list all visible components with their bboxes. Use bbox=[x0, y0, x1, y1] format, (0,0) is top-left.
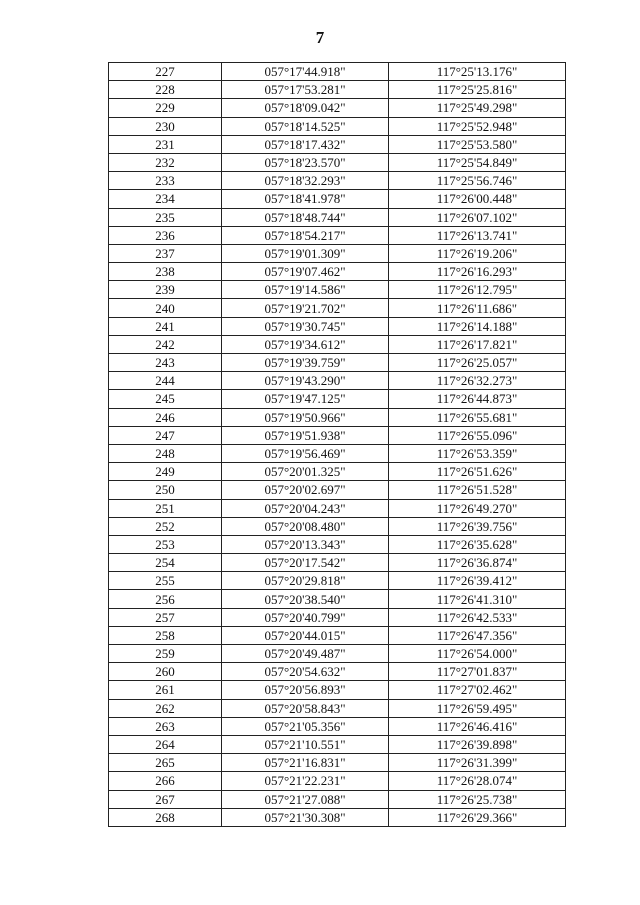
table-row bbox=[109, 299, 566, 317]
latitude-cell: 057°19'51.938" bbox=[222, 426, 389, 444]
latitude-cell: 057°20'17.542" bbox=[222, 554, 389, 572]
longitude-cell: 117°26'17.821" bbox=[389, 335, 566, 353]
table-row bbox=[109, 172, 566, 190]
point-number-cell: 234 bbox=[109, 190, 222, 208]
longitude-cell: 117°26'28.074" bbox=[389, 772, 566, 790]
latitude-cell: 057°20'56.893" bbox=[222, 681, 389, 699]
longitude-cell: 117°26'35.628" bbox=[389, 535, 566, 553]
longitude-cell: 117°26'41.310" bbox=[389, 590, 566, 608]
point-number-cell: 247 bbox=[109, 426, 222, 444]
point-number-cell: 256 bbox=[109, 590, 222, 608]
latitude-cell: 057°20'04.243" bbox=[222, 499, 389, 517]
latitude-cell: 057°20'01.325" bbox=[222, 463, 389, 481]
point-number-cell: 227 bbox=[109, 63, 222, 81]
latitude-cell: 057°19'21.702" bbox=[222, 299, 389, 317]
longitude-cell: 117°26'25.738" bbox=[389, 790, 566, 808]
table-row bbox=[109, 63, 566, 81]
latitude-cell: 057°20'58.843" bbox=[222, 699, 389, 717]
longitude-cell: 117°25'54.849" bbox=[389, 153, 566, 171]
longitude-cell: 117°26'55.096" bbox=[389, 426, 566, 444]
table-row bbox=[109, 99, 566, 117]
longitude-cell: 117°26'07.102" bbox=[389, 208, 566, 226]
longitude-cell: 117°26'55.681" bbox=[389, 408, 566, 426]
latitude-cell: 057°18'17.432" bbox=[222, 135, 389, 153]
latitude-cell: 057°19'34.612" bbox=[222, 335, 389, 353]
table-row bbox=[109, 754, 566, 772]
latitude-cell: 057°19'07.462" bbox=[222, 263, 389, 281]
point-number-cell: 253 bbox=[109, 535, 222, 553]
point-number-cell: 263 bbox=[109, 717, 222, 735]
table-row bbox=[109, 335, 566, 353]
longitude-cell: 117°26'53.359" bbox=[389, 444, 566, 462]
longitude-cell: 117°26'14.188" bbox=[389, 317, 566, 335]
latitude-cell: 057°17'44.918" bbox=[222, 63, 389, 81]
longitude-cell: 117°25'13.176" bbox=[389, 63, 566, 81]
longitude-cell: 117°26'47.356" bbox=[389, 626, 566, 644]
table-row bbox=[109, 572, 566, 590]
point-number-cell: 228 bbox=[109, 81, 222, 99]
latitude-cell: 057°18'32.293" bbox=[222, 172, 389, 190]
point-number-cell: 244 bbox=[109, 372, 222, 390]
point-number-cell: 250 bbox=[109, 481, 222, 499]
latitude-cell: 057°18'09.042" bbox=[222, 99, 389, 117]
table-row bbox=[109, 426, 566, 444]
table-row bbox=[109, 681, 566, 699]
latitude-cell: 057°19'56.469" bbox=[222, 444, 389, 462]
longitude-cell: 117°26'51.528" bbox=[389, 481, 566, 499]
latitude-cell: 057°20'02.697" bbox=[222, 481, 389, 499]
point-number-cell: 266 bbox=[109, 772, 222, 790]
table-row bbox=[109, 317, 566, 335]
table-row bbox=[109, 226, 566, 244]
latitude-cell: 057°21'22.231" bbox=[222, 772, 389, 790]
longitude-cell: 117°25'52.948" bbox=[389, 117, 566, 135]
latitude-cell: 057°21'10.551" bbox=[222, 735, 389, 753]
table-row bbox=[109, 735, 566, 753]
longitude-cell: 117°26'39.898" bbox=[389, 735, 566, 753]
table-row bbox=[109, 590, 566, 608]
table-row bbox=[109, 408, 566, 426]
longitude-cell: 117°26'31.399" bbox=[389, 754, 566, 772]
longitude-cell: 117°26'00.448" bbox=[389, 190, 566, 208]
table-row bbox=[109, 354, 566, 372]
table-row bbox=[109, 81, 566, 99]
table-row bbox=[109, 699, 566, 717]
point-number-cell: 252 bbox=[109, 517, 222, 535]
longitude-cell: 117°26'36.874" bbox=[389, 554, 566, 572]
latitude-cell: 057°19'50.966" bbox=[222, 408, 389, 426]
latitude-cell: 057°19'47.125" bbox=[222, 390, 389, 408]
coordinates-table bbox=[108, 62, 566, 827]
longitude-cell: 117°26'11.686" bbox=[389, 299, 566, 317]
coordinates-table-body bbox=[109, 63, 566, 827]
point-number-cell: 258 bbox=[109, 626, 222, 644]
latitude-cell: 057°19'39.759" bbox=[222, 354, 389, 372]
longitude-cell: 117°25'49.298" bbox=[389, 99, 566, 117]
latitude-cell: 057°20'49.487" bbox=[222, 645, 389, 663]
table-row bbox=[109, 808, 566, 826]
longitude-cell: 117°25'56.746" bbox=[389, 172, 566, 190]
point-number-cell: 241 bbox=[109, 317, 222, 335]
point-number-cell: 240 bbox=[109, 299, 222, 317]
table-row bbox=[109, 263, 566, 281]
point-number-cell: 264 bbox=[109, 735, 222, 753]
longitude-cell: 117°25'25.816" bbox=[389, 81, 566, 99]
table-row bbox=[109, 153, 566, 171]
latitude-cell: 057°18'54.217" bbox=[222, 226, 389, 244]
latitude-cell: 057°18'41.978" bbox=[222, 190, 389, 208]
point-number-cell: 242 bbox=[109, 335, 222, 353]
longitude-cell: 117°26'54.000" bbox=[389, 645, 566, 663]
table-row bbox=[109, 499, 566, 517]
longitude-cell: 117°25'53.580" bbox=[389, 135, 566, 153]
longitude-cell: 117°26'44.873" bbox=[389, 390, 566, 408]
longitude-cell: 117°26'12.795" bbox=[389, 281, 566, 299]
latitude-cell: 057°20'29.818" bbox=[222, 572, 389, 590]
table-row bbox=[109, 645, 566, 663]
latitude-cell: 057°21'05.356" bbox=[222, 717, 389, 735]
point-number-cell: 268 bbox=[109, 808, 222, 826]
table-row bbox=[109, 626, 566, 644]
longitude-cell: 117°26'42.533" bbox=[389, 608, 566, 626]
longitude-cell: 117°26'39.756" bbox=[389, 517, 566, 535]
page-number: 7 bbox=[315, 28, 325, 47]
point-number-cell: 230 bbox=[109, 117, 222, 135]
table-row bbox=[109, 517, 566, 535]
table-row bbox=[109, 554, 566, 572]
point-number-cell: 251 bbox=[109, 499, 222, 517]
table-row bbox=[109, 190, 566, 208]
latitude-cell: 057°20'38.540" bbox=[222, 590, 389, 608]
longitude-cell: 117°27'01.837" bbox=[389, 663, 566, 681]
longitude-cell: 117°26'13.741" bbox=[389, 226, 566, 244]
longitude-cell: 117°26'39.412" bbox=[389, 572, 566, 590]
longitude-cell: 117°26'51.626" bbox=[389, 463, 566, 481]
point-number-cell: 265 bbox=[109, 754, 222, 772]
table-row bbox=[109, 135, 566, 153]
longitude-cell: 117°26'16.293" bbox=[389, 263, 566, 281]
point-number-cell: 260 bbox=[109, 663, 222, 681]
point-number-cell: 248 bbox=[109, 444, 222, 462]
table-row bbox=[109, 535, 566, 553]
point-number-cell: 229 bbox=[109, 99, 222, 117]
longitude-cell: 117°26'32.273" bbox=[389, 372, 566, 390]
longitude-cell: 117°26'19.206" bbox=[389, 244, 566, 262]
table-row bbox=[109, 244, 566, 262]
table-row bbox=[109, 790, 566, 808]
longitude-cell: 117°26'59.495" bbox=[389, 699, 566, 717]
point-number-cell: 262 bbox=[109, 699, 222, 717]
point-number-cell: 267 bbox=[109, 790, 222, 808]
table-row bbox=[109, 444, 566, 462]
point-number-cell: 254 bbox=[109, 554, 222, 572]
latitude-cell: 057°20'40.799" bbox=[222, 608, 389, 626]
longitude-cell: 117°26'25.057" bbox=[389, 354, 566, 372]
latitude-cell: 057°19'01.309" bbox=[222, 244, 389, 262]
latitude-cell: 057°19'14.586" bbox=[222, 281, 389, 299]
latitude-cell: 057°21'30.308" bbox=[222, 808, 389, 826]
point-number-cell: 233 bbox=[109, 172, 222, 190]
table-row bbox=[109, 372, 566, 390]
latitude-cell: 057°21'16.831" bbox=[222, 754, 389, 772]
point-number-cell: 235 bbox=[109, 208, 222, 226]
point-number-cell: 238 bbox=[109, 263, 222, 281]
latitude-cell: 057°21'27.088" bbox=[222, 790, 389, 808]
latitude-cell: 057°19'30.745" bbox=[222, 317, 389, 335]
table-row bbox=[109, 481, 566, 499]
point-number-cell: 232 bbox=[109, 153, 222, 171]
table-row bbox=[109, 463, 566, 481]
latitude-cell: 057°19'43.290" bbox=[222, 372, 389, 390]
longitude-cell: 117°27'02.462" bbox=[389, 681, 566, 699]
table-row bbox=[109, 117, 566, 135]
point-number-cell: 249 bbox=[109, 463, 222, 481]
point-number-cell: 237 bbox=[109, 244, 222, 262]
latitude-cell: 057°18'14.525" bbox=[222, 117, 389, 135]
longitude-cell: 117°26'29.366" bbox=[389, 808, 566, 826]
point-number-cell: 259 bbox=[109, 645, 222, 663]
point-number-cell: 246 bbox=[109, 408, 222, 426]
table-row bbox=[109, 772, 566, 790]
point-number-cell: 243 bbox=[109, 354, 222, 372]
table-row bbox=[109, 390, 566, 408]
table-row bbox=[109, 717, 566, 735]
point-number-cell: 255 bbox=[109, 572, 222, 590]
latitude-cell: 057°20'13.343" bbox=[222, 535, 389, 553]
table-row bbox=[109, 281, 566, 299]
latitude-cell: 057°20'08.480" bbox=[222, 517, 389, 535]
point-number-cell: 261 bbox=[109, 681, 222, 699]
point-number-cell: 257 bbox=[109, 608, 222, 626]
table-row bbox=[109, 208, 566, 226]
latitude-cell: 057°20'44.015" bbox=[222, 626, 389, 644]
latitude-cell: 057°17'53.281" bbox=[222, 81, 389, 99]
table-row bbox=[109, 608, 566, 626]
point-number-cell: 245 bbox=[109, 390, 222, 408]
table-row bbox=[109, 663, 566, 681]
point-number-cell: 236 bbox=[109, 226, 222, 244]
point-number-cell: 231 bbox=[109, 135, 222, 153]
latitude-cell: 057°18'48.744" bbox=[222, 208, 389, 226]
longitude-cell: 117°26'46.416" bbox=[389, 717, 566, 735]
latitude-cell: 057°20'54.632" bbox=[222, 663, 389, 681]
longitude-cell: 117°26'49.270" bbox=[389, 499, 566, 517]
latitude-cell: 057°18'23.570" bbox=[222, 153, 389, 171]
point-number-cell: 239 bbox=[109, 281, 222, 299]
